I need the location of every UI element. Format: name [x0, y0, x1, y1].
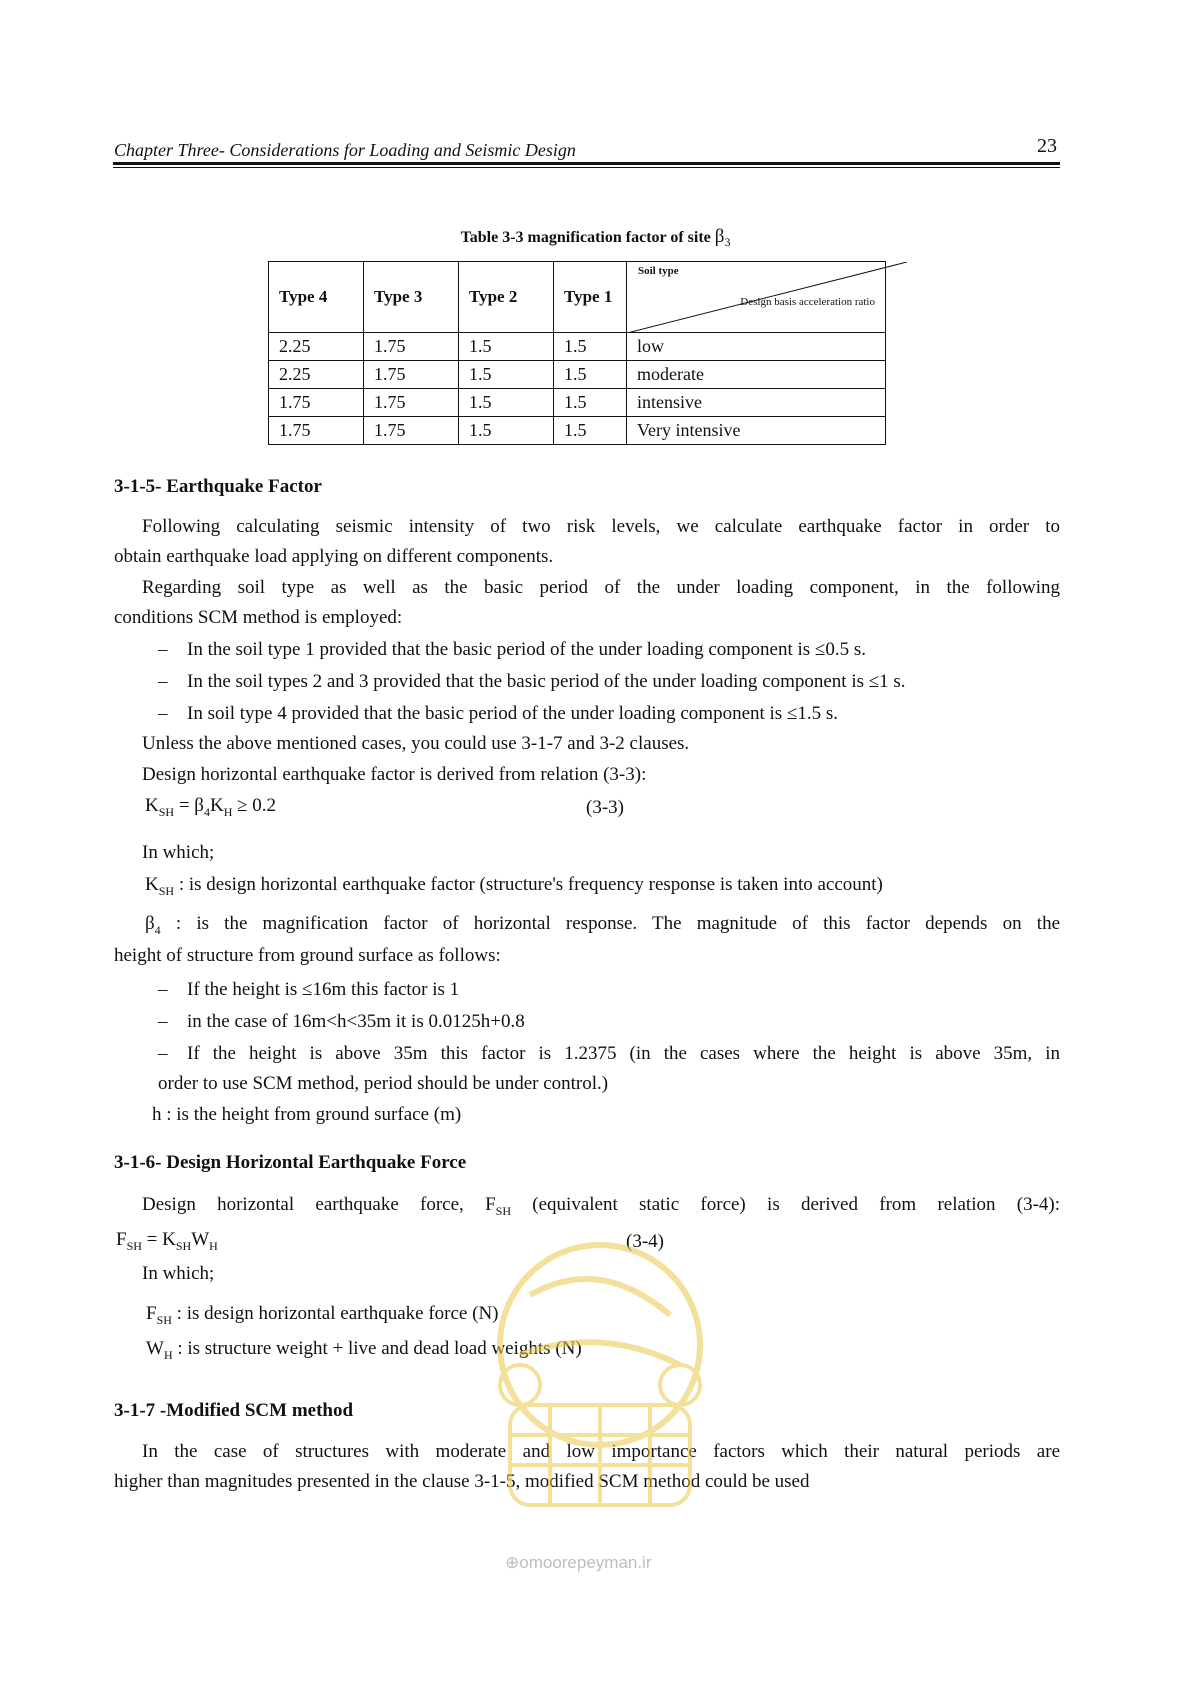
header-cell: Type 1 [554, 262, 627, 333]
acceleration-ratio-label: Design basis acceleration ratio [740, 296, 875, 308]
paragraph-line: Regarding soil type as well as the basic period of the under loading component, in the following [142, 577, 1060, 598]
bullet-dash: – [158, 671, 168, 692]
bullet-item-continued: order to use SCM method, period should be under control.) [158, 1073, 609, 1094]
paragraph-line: Unless the above mentioned cases, you could use 3-1-7 and 3-2 clauses. [142, 733, 690, 754]
watermark-logo [490, 1235, 710, 1535]
bullet-item: In soil type 4 provided that the basic period of the under loading component is ≤1.5 s. [187, 703, 839, 724]
chapter-title: Chapter Three- Considerations for Loading and Seismic Design [114, 140, 576, 160]
table-cell: 1.75 [364, 333, 459, 361]
table-cell: 1.5 [459, 417, 554, 445]
bullet-dash: – [158, 639, 168, 660]
definition-wh: $W_H$ : is structure weight + live and dead load weights (N) [146, 1338, 582, 1362]
bullet-item: If the height is ≤16m this factor is 1 [187, 979, 460, 1000]
bullet-item: If the height is above 35m this factor is 1.2375 (in the cases where the height is above 35m, in [187, 1043, 1060, 1064]
diagonal-header-cell [627, 262, 886, 333]
section-heading-3-1-5: 3-1-5- Earthquake Factor [114, 476, 322, 497]
table-cell: 1.5 [554, 417, 627, 445]
equation-3-3: $K_{SH} = \beta_4K_H \ge 0.2$ [145, 795, 277, 819]
paragraph-line: Design horizontal earthquake force, $F_{SH}$ (equivalent static force) is derived from relation (3-4): [142, 1194, 1061, 1218]
table-cell: 1.75 [364, 389, 459, 417]
definition-fsh: $F_{SH}$ : is design horizontal earthquake force (N) [146, 1303, 499, 1327]
table-cell: moderate [627, 361, 886, 389]
bullet-dash: – [158, 979, 168, 1000]
bullet-dash: – [158, 1043, 168, 1064]
table-cell: Very intensive [627, 417, 886, 445]
section-heading-3-1-6: 3-1-6- Design Horizontal Earthquake Force [114, 1152, 467, 1173]
site-factor-table [268, 261, 886, 445]
definition-h: h : is the height from ground surface (m) [152, 1104, 462, 1125]
paragraph-line: In the case of structures with moderate and low importance factors which their natural periods are [142, 1441, 1060, 1462]
header-rule-thin [113, 167, 1060, 168]
table-cell: 1.5 [459, 333, 554, 361]
definition-ksh: $K_{SH}$ : is design horizontal earthquake factor (structure's frequency response is taken into account) [145, 874, 883, 898]
paragraph-line: higher than magnitudes presented in the clause 3-1-5, modified SCM method could be used [114, 1471, 810, 1492]
table-cell: 2.25 [269, 361, 364, 389]
table-row [269, 361, 886, 389]
table-caption: Table 3-3 magnification factor of site $\beta_3$ [460, 226, 731, 250]
table-row [269, 417, 886, 445]
table-cell: 1.75 [269, 417, 364, 445]
header-cell: Type 4 [269, 262, 364, 333]
soil-type-label: Soil type [638, 265, 679, 277]
table-cell: low [627, 333, 886, 361]
bullet-dash: – [158, 1011, 168, 1032]
definition-beta4: $\beta_4$ : is the magnification factor of horizontal response. The magnitude of this factor depends on the [145, 913, 1061, 937]
globe-icon: ⊕ [505, 1553, 520, 1572]
watermark-text: ⊕omoorepeyman.ir [505, 1553, 652, 1572]
paragraph-line: Design horizontal earthquake factor is derived from relation (3-3): [142, 764, 647, 785]
paragraph-line: conditions SCM method is employed: [114, 607, 403, 628]
header-cell: Type 3 [364, 262, 459, 333]
bullet-item: In the soil types 2 and 3 provided that the basic period of the under loading component is ≤1 s. [187, 671, 906, 692]
paragraph-line: Following calculating seismic intensity of two risk levels, we calculate earthquake factor in order to [142, 516, 1060, 537]
bullet-dash: – [158, 703, 168, 724]
equation-number: (3-4) [626, 1231, 664, 1252]
table-cell: intensive [627, 389, 886, 417]
table-cell: 1.5 [459, 361, 554, 389]
bullet-item: in the case of 16m<h<35m it is 0.0125h+0.8 [187, 1011, 525, 1032]
in-which-label: In which; [142, 1263, 215, 1284]
section-heading-3-1-7: 3-1-7 -Modified SCM method [114, 1400, 354, 1421]
table-cell: 1.75 [364, 361, 459, 389]
header-cell: Type 2 [459, 262, 554, 333]
in-which-label: In which; [142, 842, 215, 863]
paragraph-line: height of structure from ground surface as follows: [114, 945, 501, 966]
table-row [269, 389, 886, 417]
paragraph-line: obtain earthquake load applying on different components. [114, 546, 554, 567]
header-rule-thick [113, 162, 1060, 165]
table-cell: 1.5 [459, 389, 554, 417]
page-number: 23 [1037, 135, 1057, 157]
table-cell: 2.25 [269, 333, 364, 361]
table-cell: 1.5 [554, 361, 627, 389]
table-cell: 1.5 [554, 389, 627, 417]
table-cell: 1.5 [554, 333, 627, 361]
table-header-row [269, 262, 886, 333]
table-cell: 1.75 [269, 389, 364, 417]
bullet-item: In the soil type 1 provided that the basic period of the under loading component is ≤0.5 s. [187, 639, 866, 660]
equation-3-4: $F_{SH} = K_{SH}W_H$ [116, 1229, 218, 1253]
table-row [269, 333, 886, 361]
equation-number: (3-3) [586, 797, 624, 818]
table-cell: 1.75 [364, 417, 459, 445]
